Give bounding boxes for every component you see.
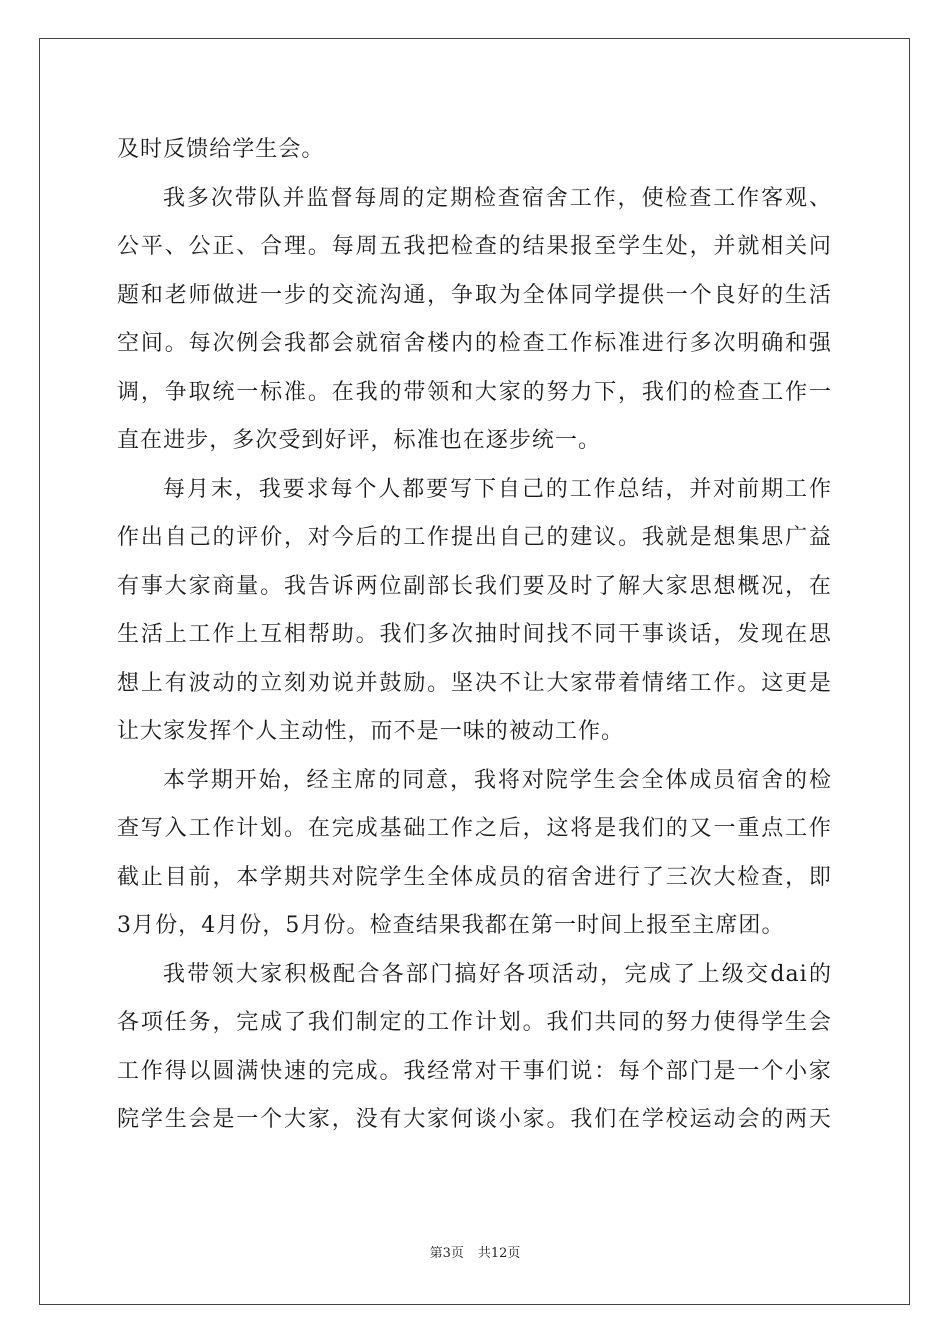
paragraph-line: 工作得以圆满快速的完成。我经常对干事们说：每个部门是一个小家 [117, 1058, 832, 1084]
paragraph-line: 公平、公正、合理。每周五我把检查的结果报至学生处，并就相关问 [117, 234, 832, 259]
page-footer [0, 1242, 950, 1261]
paragraph-line: 想上有波动的立刻劝说并鼓励。坚决不让大家带着情绪工作。这更是 [117, 670, 832, 696]
page-number: 第3页 [429, 1246, 464, 1261]
page-total: 共12页 [477, 1246, 521, 1261]
paragraph-line: 有事大家商量。我告诉两位副部长我们要及时了解大家思想概况，在 [117, 573, 832, 599]
paragraph-line: 调，争取统一标准。在我的带领和大家的努力下，我们的检查工作一 [117, 379, 832, 405]
paragraph-line: 院学生会是一个大家，没有大家何谈小家。我们在学校运动会的两天 [117, 1107, 832, 1132]
paragraph-line: 3月份，4月份，5月份。检查结果我都在第一时间上报至主席团。 [117, 913, 785, 938]
paragraph-line: 直在进步，多次受到好评，标准也在逐步统一。 [117, 428, 602, 453]
paragraph-line: 让大家发挥个人主动性，而不是一味的被动工作。 [117, 719, 625, 744]
paragraph-line: 作出自己的评价，对今后的工作提出自己的建议。我就是想集思广益 [117, 525, 832, 550]
paragraph-line: 及时反馈给学生会。 [117, 137, 325, 162]
paragraph-line: 截止目前，本学期共对院学生全体成员的宿舍进行了三次大检查，即 [117, 864, 832, 890]
paragraph-line: 各项任务，完成了我们制定的工作计划。我们共同的努力使得学生会 [117, 1010, 832, 1035]
paragraph-line: 查写入工作计划。在完成基础工作之后，这将是我们的又一重点工作 [117, 816, 832, 841]
paragraph-line: 每月末，我要求每个人都要写下自己的工作总结，并对前期工作 [163, 476, 832, 502]
paragraph-line: 我多次带队并监督每周的定期检查宿舍工作，使检查工作客观、 [163, 185, 832, 211]
paragraph-line: 生活上工作上互相帮助。我们多次抽时间找不同干事谈话，发现在思 [117, 622, 832, 647]
paragraph-line: 题和老师做进一步的交流沟通，争取为全体同学提供一个良好的生活 [117, 282, 832, 308]
paragraph-line: 我带领大家积极配合各部门搞好各项活动，完成了上级交dai的 [163, 961, 832, 987]
paragraph-line: 本学期开始，经主席的同意，我将对院学生会全体成员宿舍的检 [163, 767, 832, 793]
paragraph-line: 空间。每次例会我都会就宿舍楼内的检查工作标准进行多次明确和强 [117, 331, 832, 356]
document-body [117, 126, 832, 1145]
